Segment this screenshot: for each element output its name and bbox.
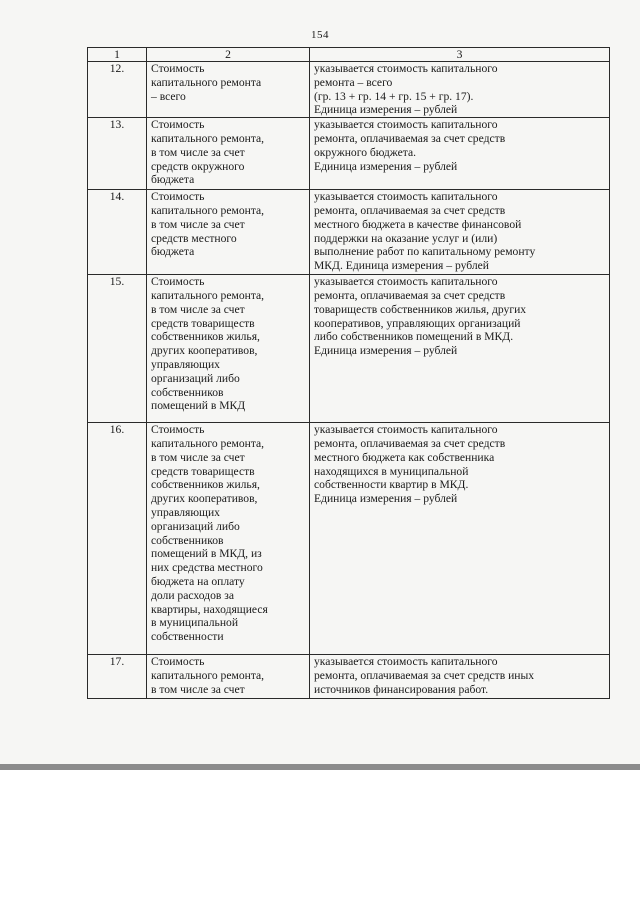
indicator-description: указывается стоимость капитального ремонта, оплачиваемая за счет средств товариществ собственников жилья, других кооперативов, управляющих организаций либо собственников помещений в МКД. Единица измерения – рублей xyxy=(310,275,610,423)
row-number: 13. xyxy=(88,118,147,190)
page-number: 154 xyxy=(311,29,329,41)
table-row xyxy=(88,655,610,699)
column-header-indicator: 2 xyxy=(147,48,310,62)
table-row xyxy=(88,190,610,275)
table-row xyxy=(88,118,610,190)
indicator-name: Стоимость капитального ремонта – всего xyxy=(147,62,310,118)
indicator-description: указывается стоимость капитального ремонта, оплачиваемая за счет средств иных источников финансирования работ. xyxy=(310,655,610,699)
column-header-description: 3 xyxy=(310,48,610,62)
row-number: 15. xyxy=(88,275,147,423)
indicator-name: Стоимость капитального ремонта, в том числе за счет xyxy=(147,655,310,699)
row-number: 17. xyxy=(88,655,147,699)
row-number: 16. xyxy=(88,423,147,655)
indicator-name: Стоимость капитального ремонта, в том числе за счет средств местного бюджета xyxy=(147,190,310,275)
indicator-name: Стоимость капитального ремонта, в том числе за счет средств окружного бюджета xyxy=(147,118,310,190)
indicator-description: указывается стоимость капитального ремонта – всего (гр. 13 + гр. 14 + гр. 15 + гр. 17). Единица измерения – рублей xyxy=(310,62,610,118)
table-row xyxy=(88,275,610,423)
indicator-description: указывается стоимость капитального ремонта, оплачиваемая за счет средств местного бюджета в качестве финансовой поддержки на оказание услуг и (или) выполнение работ по капитальному ремонту МКД. Единица измерения – рублей xyxy=(310,190,610,275)
table-row xyxy=(88,62,610,118)
indicator-description: указывается стоимость капитального ремонта, оплачиваемая за счет средств местного бюджета как собственника находящихся в муниципальной собственности квартир в МКД. Единица измерения – рублей xyxy=(310,423,610,655)
row-number: 12. xyxy=(88,62,147,118)
table-row xyxy=(88,423,610,655)
indicator-name: Стоимость капитального ремонта, в том числе за счет средств товариществ собственников жилья, других кооперативов, управляющих организаций либо собственников помещений в МКД, из них средства местного бюджета на оплату доли расходов за квартиры, находящиеся в муниципальной собственности xyxy=(147,423,310,655)
row-number: 14. xyxy=(88,190,147,275)
table-header-row xyxy=(88,48,610,62)
column-header-number: 1 xyxy=(88,48,147,62)
indicator-description: указывается стоимость капитального ремонта, оплачиваемая за счет средств окружного бюджета. Единица измерения – рублей xyxy=(310,118,610,190)
document-table xyxy=(87,47,610,699)
indicator-name: Стоимость капитального ремонта, в том числе за счет средств товариществ собственников жилья, других кооперативов, управляющих организаций либо собственников помещений в МКД xyxy=(147,275,310,423)
